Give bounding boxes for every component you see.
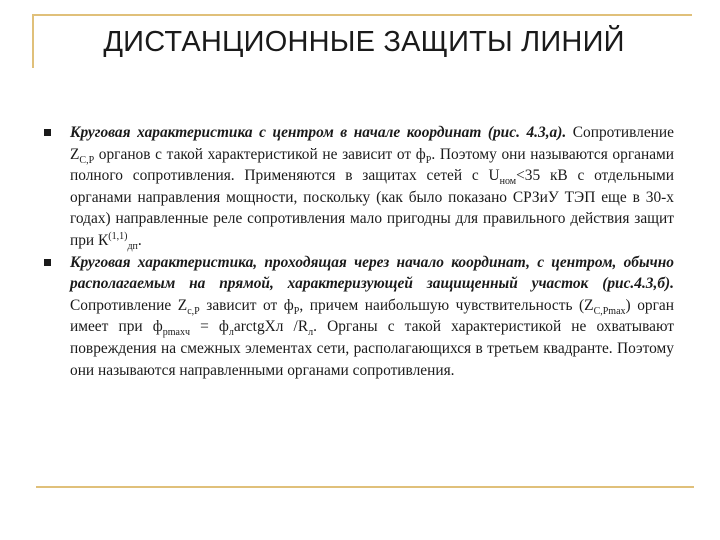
slide-title: ДИСТАНЦИОННЫЕ ЗАЩИТЫ ЛИНИЙ [103, 26, 625, 58]
text-run: ) орган имеет при ф [70, 296, 674, 336]
text-run: , причем наибольшую чувствительность (Z [299, 296, 594, 314]
text-run: . Органы с такой характеристикой не охватывают повреждения на смежных элементах сети, располагающихся в третьем квадранте. Поэтому они называются направленными органами сопротивления. [70, 318, 674, 379]
subscript-text: ном [499, 176, 517, 188]
text-run: Сопротивление Z [70, 296, 188, 314]
emphasized-text: Круговая характеристика, проходящая через начало координат, с центром, обычно располагаемым на прямой, характеризующей защищенный участок (рис.4.3,б). [70, 253, 674, 293]
top-rule [32, 14, 692, 16]
text-run: . Поэтому они называются органами полного сопротивления. Применяются в защитах сетей с U [70, 145, 675, 185]
bullet-list [44, 122, 674, 381]
text-run: arctgXл /R [233, 318, 309, 336]
text-run: <35 кВ с отдельными органами направления мощности, поскольку (как было показано СРЗиУ ТЭП еще в 30-х годах) направленные реле сопротивления мало пригодны для правильного действия защит при К [70, 167, 674, 249]
text-run: = ф [190, 318, 229, 336]
square-bullet-icon [44, 129, 51, 136]
subscript-text: C,P [79, 154, 95, 166]
subscript-text: л [228, 327, 234, 339]
bullet-item-circular-center-origin [44, 122, 674, 252]
bullet-text [70, 254, 674, 379]
text-run: органов с такой характеристикой не зависит от ф [94, 145, 426, 163]
text-run: зависит от ф [199, 296, 294, 314]
bullet-text [70, 124, 675, 253]
subscript-text: P [293, 305, 300, 317]
square-bullet-icon [44, 259, 51, 266]
bullet-item-circular-through-origin [44, 252, 674, 382]
bottom-rule [36, 486, 694, 488]
emphasized-text: Круговая характеристика с центром в начале координат (рис. 4.3,а). [70, 124, 567, 141]
subscript-text: c,P [187, 305, 200, 317]
text-run: Сопротивление Z [70, 124, 674, 163]
subscript-text: C,Pmax [593, 305, 626, 317]
subscript-text: pmaxч [162, 327, 190, 339]
text-run: . [137, 231, 142, 249]
subscript-text: дп [127, 241, 138, 253]
subscript-text: P [425, 154, 432, 166]
supscript-text: (1,1) [108, 230, 128, 242]
subscript-text: л [308, 327, 314, 339]
